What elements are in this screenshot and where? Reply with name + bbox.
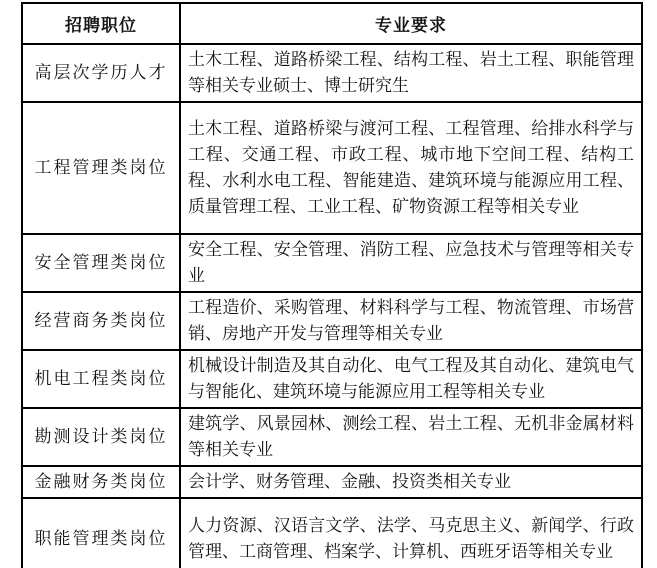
position-cell: 安全管理类岗位 [22,234,180,292]
column-header-position: 招聘职位 [22,3,180,44]
position-cell: 高层次学历人才 [22,44,180,102]
document-page [0,2,657,568]
recruitment-table [21,2,643,568]
table-row [22,234,642,292]
table-row [22,466,642,498]
requirements-cell: 建筑学、风景园林、测绘工程、岩土工程、无机非金属材料等相关专业 [180,408,642,466]
table-row [22,350,642,408]
table-row [22,292,642,350]
position-cell: 勘测设计类岗位 [22,408,180,466]
position-cell: 金融财务类岗位 [22,466,180,498]
requirements-cell: 安全工程、安全管理、消防工程、应急技术与管理等相关专业 [180,234,642,292]
position-cell: 职能管理类岗位 [22,498,180,568]
position-cell: 机电工程类岗位 [22,350,180,408]
requirements-cell: 工程造价、采购管理、材料科学与工程、物流管理、市场营销、房地产开发与管理等相关专业 [180,292,642,350]
requirements-cell: 土木工程、道路桥梁与渡河工程、工程管理、给排水科学与工程、交通工程、市政工程、城市地下空间工程、结构工程、水利水电工程、智能建造、建筑环境与能源应用工程、质量管理工程、工业工程、矿物资源工程等相关专业 [180,102,642,234]
requirements-cell: 会计学、财务管理、金融、投资类相关专业 [180,466,642,498]
column-header-requirements: 专业要求 [180,3,642,44]
table-row [22,44,642,102]
requirements-cell: 土木工程、道路桥梁工程、结构工程、岩土工程、职能管理等相关专业硕士、博士研究生 [180,44,642,102]
table-row [22,408,642,466]
position-cell: 经营商务类岗位 [22,292,180,350]
table-row [22,102,642,234]
requirements-cell: 机械设计制造及其自动化、电气工程及其自动化、建筑电气与智能化、建筑环境与能源应用工程等相关专业 [180,350,642,408]
requirements-cell: 人力资源、汉语言文学、法学、马克思主义、新闻学、行政管理、工商管理、档案学、计算机、西班牙语等相关专业 [180,498,642,568]
header-row [22,3,642,44]
table-row [22,498,642,568]
position-cell: 工程管理类岗位 [22,102,180,234]
